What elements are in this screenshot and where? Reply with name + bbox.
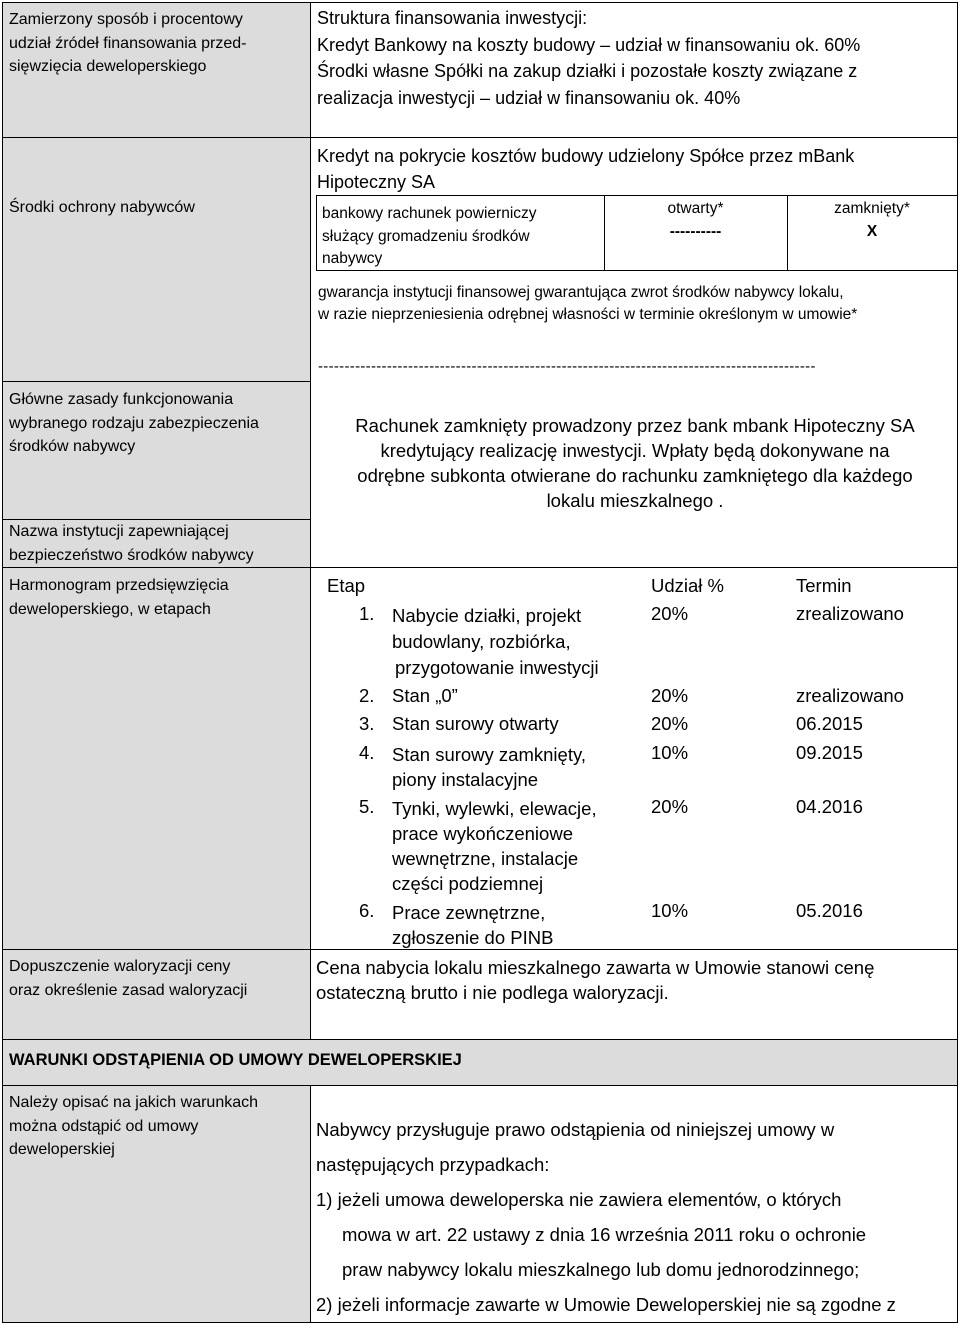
trust-account-line: nabywcy [322,250,383,267]
financing-line: Kredyt Bankowy na koszty budowy – udział w finansowaniu ok. 60% [317,34,861,55]
stage-term: 04.2016 [796,796,863,817]
stage-number: 4. [359,742,375,763]
stage-number: 6. [359,900,375,921]
stage-share: 10% [651,742,689,763]
row-divider-valorization [2,1039,958,1040]
schedule-header-stage: Etap [327,575,366,596]
row-divider-financing [2,137,958,138]
stage-line: Tynki, wylewki, elewacje, [392,798,597,819]
withdrawal-heading: WARUNKI ODSTĄPIENIA OD UMOWY DEWELOPERSKIEJ [9,1051,462,1069]
rules-label-line: środków nabywcy [9,438,136,455]
institution-label-line: bezpieczeństwo środków nabywcy [9,546,254,564]
valorization-label [9,955,303,1002]
closed-account-label: zamknięty* [834,200,910,217]
stage-line: wewnętrzne, instalacje [392,848,579,869]
valorization-line: Cena nabycia lokalu mieszkalnego zawarta w Umowie stanowi cenę [316,957,875,978]
financing-label-line: udział źródeł finansowania przed- [9,34,247,52]
schedule-label-line: Harmonogram przedsięwzięcia [9,577,229,594]
rules-text [316,413,954,513]
financing-label-line: sięwzięcia deweloperskiego [9,58,207,75]
stage-line: Prace zewnętrzne, [392,902,546,923]
stage-term: zrealizowano [796,603,904,624]
institution-label [9,520,303,567]
withdrawal-label [9,1091,303,1162]
stage-line: prace wykończeniowe [392,823,573,844]
schedule-label-line: deweloperskiego, w etapach [9,600,211,618]
financing-line: Środki własne Spółki na zakup działki i pozostałe koszty związane z [317,61,858,81]
rules-line: odrębne subkonta otwierane do rachunku zamkniętego dla każdego [357,465,913,486]
credit-line: Hipoteczny SA [317,172,436,192]
stage-term: 05.2016 [796,900,863,921]
withdrawal-item [316,1287,956,1322]
rules-label-line: Główne zasady funkcjonowania [9,391,234,408]
rules-label-line: wybranego rodzaju zabezpieczenia [9,414,259,432]
withdrawal-text [316,1112,956,1322]
financing-structure-text [317,5,953,111]
guarantee-text [318,282,954,326]
stage-line: części podziemnej [392,873,544,894]
schedule-label [9,574,303,621]
stage-number: 2. [359,685,375,706]
withdrawal-item [316,1182,956,1287]
stage-term: 06.2015 [796,713,863,734]
open-account-label: otwarty* [667,200,724,217]
stage-share: 20% [651,796,689,817]
valorization-label-line: oraz określenie zasad waloryzacji [9,981,248,999]
open-account-value: ---------- [669,223,722,240]
stage-description: Stan „0” [392,685,458,706]
credit-text [317,143,953,195]
valorization-text [316,955,956,1005]
border-bottom [2,1322,958,1323]
trust-account-line: służący gromadzeniu środków [322,227,530,245]
credit-line: Kredyt na pokrycie kosztów budowy udzielony Spółce przez mBank [317,146,855,166]
rules-line: lokalu mieszkalnego . [546,490,724,511]
financing-line: Struktura finansowania inwestycji: [317,8,588,28]
schedule-header-term: Termin [796,575,852,596]
stage-number: 5. [359,796,375,817]
stage-number: 1. [359,603,375,624]
stage-line: zgłoszenie do PINB [392,927,554,948]
open-account-option [604,200,787,241]
stage-description [392,796,597,896]
row-divider-institution [2,567,958,568]
withdrawal-label-line: deweloperskiej [9,1141,115,1158]
border-left [2,2,3,1323]
stage-description: Stan surowy otwarty [392,713,559,734]
trust-account-description [322,203,596,271]
trust-account-line: bankowy rachunek powierniczy [322,205,537,222]
rules-label [9,388,303,459]
column-divider [310,2,311,1040]
withdrawal-intro-line: następujących przypadkach: [316,1154,550,1175]
financing-label-line: Zamierzony sposób i procentowy [9,11,243,28]
withdrawal-label-line: Należy opisać na jakich warunkach [9,1094,259,1111]
rules-line: kredytujący realizację inwestycji. Wpłaty będą dokonywane na [380,440,890,461]
row-divider-protection [2,381,310,382]
stage-description [392,742,586,792]
stage-line: Stan surowy zamknięty, [392,744,586,765]
stage-share: 20% [651,603,689,624]
stage-term: zrealizowano [796,685,904,706]
withdrawal-intro-line: Nabywcy przysługuje prawo odstąpienia od niniejszej umowy w [316,1119,835,1140]
guarantee-line: gwarancja instytucji finansowej gwarantująca zwrot środków nabywcy lokalu, [318,284,844,301]
column-divider-lower [310,1085,311,1323]
stage-line: piony instalacyjne [392,769,539,790]
schedule-header-share: Udział % [651,575,724,596]
closed-account-value: X [866,223,878,240]
stage-share: 20% [651,685,689,706]
row-divider-heading [2,1085,958,1086]
border-top [2,2,958,3]
rules-line: Rachunek zamknięty prowadzony przez bank mbank Hipoteczny SA [355,415,915,436]
stage-description [392,900,553,950]
stage-description [392,603,599,681]
institution-label-line: Nazwa instytucji zapewniającej [9,523,229,540]
withdrawal-item-line: mowa w art. 22 ustawy z dnia 16 września 2011 roku o ochronie [342,1224,867,1245]
withdrawal-item-line: 1) jeżeli umowa deweloperska nie zawiera elementów, o których [316,1189,842,1210]
stage-number: 3. [359,713,375,734]
stage-share: 10% [651,900,689,921]
guarantee-dashes: ---------------------------------------------------------------------------------------------- [318,358,816,375]
stage-line: przygotowanie inwestycji [395,657,599,678]
stage-line: Nabycie działki, projekt [392,605,582,626]
stage-line: budowlany, rozbiórka, [392,631,571,652]
guarantee-line: w razie nieprzeniesienia odrębnej własności w terminie określonym w umowie* [318,306,858,323]
valorization-label-line: Dopuszczenie waloryzacji ceny [9,958,231,975]
stage-share: 20% [651,713,689,734]
withdrawal-label-line: można odstąpić od umowy [9,1117,199,1135]
stage-term: 09.2015 [796,742,863,763]
withdrawal-item-line: praw nabywcy lokalu mieszkalnego lub domu jednorodzinnego; [342,1259,860,1280]
valorization-line: ostateczną brutto i nie podlega waloryzacji. [316,982,669,1003]
withdrawal-item-line: 2) jeżeli informacje zawarte w Umowie Deweloperskiej nie są zgodne z [316,1294,896,1315]
protection-label: Środki ochrony nabywców [9,199,195,216]
financing-label [9,8,303,79]
financing-line: realizacja inwestycji – udział w finansowaniu ok. 40% [317,87,741,108]
closed-account-option [787,200,957,241]
